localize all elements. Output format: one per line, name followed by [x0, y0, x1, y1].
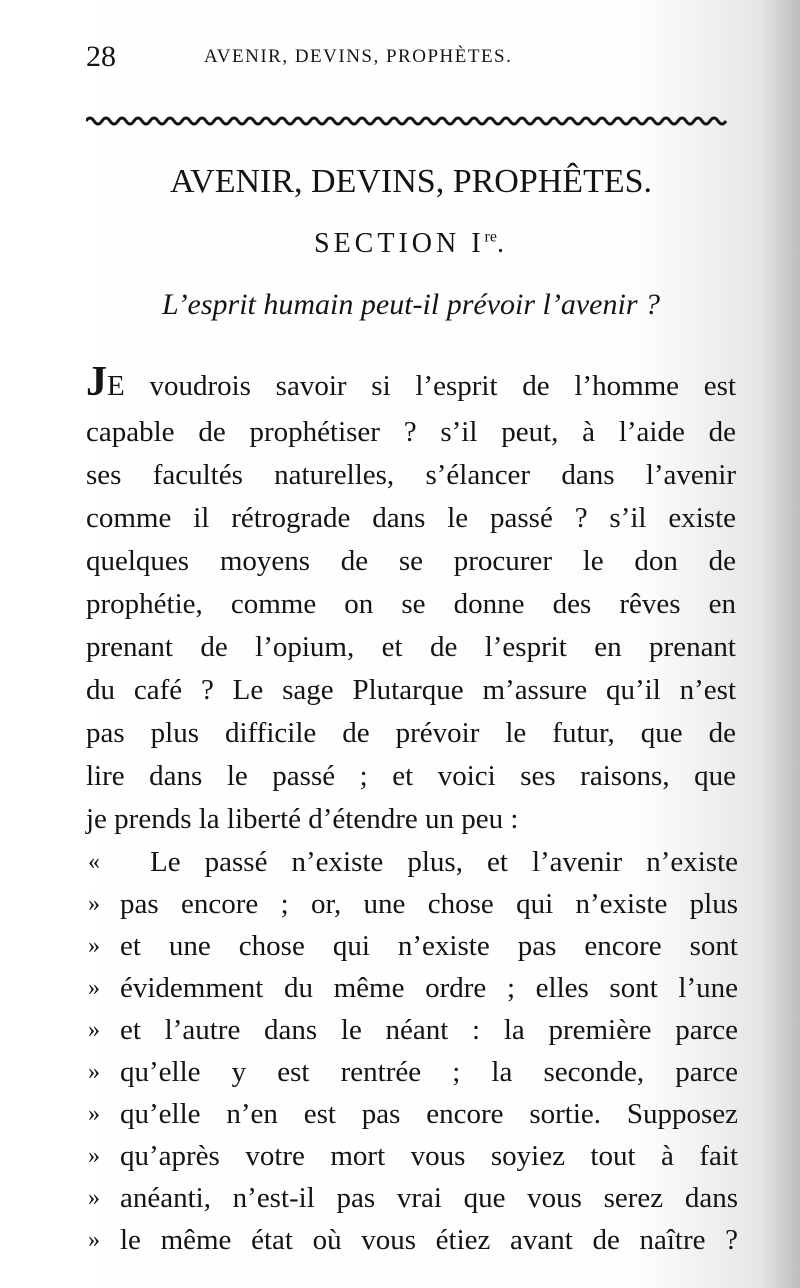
quote-line: évidemment du même ordre ; elles sont l’une	[120, 972, 738, 1004]
quote-open-mark: «	[88, 849, 100, 875]
body-line: pas plus difficile de prévoir le futur, que de	[86, 717, 736, 749]
drop-cap: J	[86, 359, 107, 405]
body-line: prenant de l’opium, et de l’esprit en prenant	[86, 631, 736, 663]
body-line: capable de prophétiser ? s’il peut, à l’aide de	[86, 416, 736, 448]
quote-continuation-mark: »	[88, 1185, 100, 1211]
body-line: JE voudrois savoir si l’esprit de l’homme est	[86, 359, 736, 405]
page-number: 28	[86, 40, 116, 73]
body-line: ses facultés naturelles, s’élancer dans l’avenir	[86, 459, 736, 491]
section-ordinal-suffix: re	[484, 228, 497, 246]
body-line: je prends la liberté d’étendre un peu :	[86, 803, 519, 835]
quote-continuation-mark: »	[88, 1101, 100, 1127]
quote-line: qu’elle n’en est pas encore sortie. Supposez	[120, 1098, 738, 1130]
quote-line: pas encore ; or, une chose qui n’existe plus	[120, 888, 738, 920]
quote-continuation-mark: »	[88, 1017, 100, 1043]
quote-line: Le passé n’existe plus, et l’avenir n’existe	[150, 846, 738, 878]
body-line: lire dans le passé ; et voici ses raisons, que	[86, 760, 736, 792]
quote-continuation-mark: »	[88, 1143, 100, 1169]
running-head: AVENIR, DEVINS, PROPHÈTES.	[204, 46, 513, 67]
section-subtitle: L’esprit humain peut-il prévoir l’avenir ?	[162, 288, 660, 321]
page-header	[86, 40, 726, 80]
quote-line: qu’elle y est rentrée ; la seconde, parce	[120, 1056, 738, 1088]
chapter-title: AVENIR, DEVINS, PROPHÊTES.	[169, 163, 653, 200]
quote-line: et l’autre dans le néant : la première parce	[120, 1014, 738, 1046]
quote-continuation-mark: »	[88, 1059, 100, 1085]
quote-line: et une chose qui n’existe pas encore sont	[120, 930, 738, 962]
quote-line: le même état où vous étiez avant de naître ?	[120, 1224, 738, 1256]
body-line: prophétie, comme on se donne des rêves en	[86, 588, 736, 620]
body-line: comme il rétrograde dans le passé ? s’il existe	[86, 502, 736, 534]
ornamental-rule	[86, 112, 731, 126]
quote-line: qu’après votre mort vous soyiez tout à fait	[120, 1140, 738, 1172]
quote-line: anéanti, n’est-il pas vrai que vous serez dans	[120, 1182, 738, 1214]
body-line: du café ? Le sage Plutarque m’assure qu’il n’est	[86, 674, 736, 706]
section-label: SECTION I	[314, 228, 485, 259]
quote-continuation-mark: »	[88, 891, 100, 917]
section-heading: SECTION Ire.	[314, 228, 508, 259]
quote-continuation-mark: »	[88, 933, 100, 959]
quote-continuation-mark: »	[88, 1227, 100, 1253]
quote-continuation-mark: »	[88, 975, 100, 1001]
body-line: quelques moyens de se procurer le don de	[86, 545, 736, 577]
